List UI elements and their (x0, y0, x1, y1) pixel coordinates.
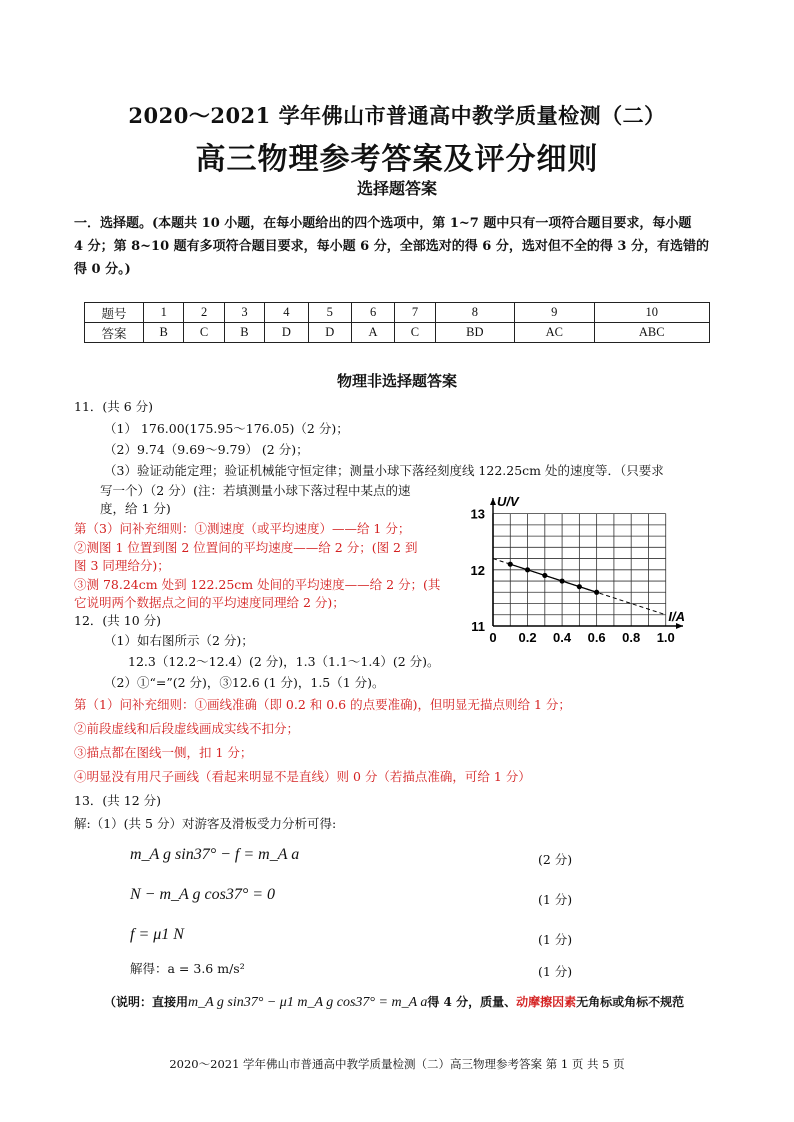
section-nonchoice-heading: 物理非选择题答案 (336, 372, 457, 390)
equation-3: f = μ1 N (130, 926, 184, 943)
table-cell: BD (435, 323, 514, 343)
q12-rubric-line: ②前段虚线和后段虚线画成实线不扣分； (74, 721, 300, 736)
table-cell: B (224, 323, 264, 343)
q11-part2: （2）9.74（9.69～9.79） (2 分)； (104, 442, 309, 457)
row-label-number: 题号 (85, 303, 144, 323)
note-text: 得 4 分，质量、 (427, 995, 517, 1009)
table-cell: 6 (351, 303, 394, 323)
table-cell: D (308, 323, 351, 343)
table-cell: C (395, 323, 435, 343)
note-formula: m_A g sin37° − μ1 m_A g cos37° = m_A a (188, 995, 428, 1010)
equation-3-score: (1 分) (538, 932, 573, 947)
document-title: 高三物理参考答案及评分细则 (195, 142, 599, 177)
table-cell: 2 (184, 303, 224, 323)
equation-4-score: (1 分) (538, 964, 573, 979)
data-point (594, 590, 599, 595)
q11-part3-line1: （3）验证动能定理；验证机械能守恒定律；测量小球下落经刻度线 122.25cm 处的速度等．（只要求 (104, 463, 664, 478)
q11-rubric-line: 图 3 同理给分)； (74, 558, 170, 573)
table-cell: D (265, 323, 308, 343)
row-label-answer: 答案 (85, 323, 144, 343)
q12-part1-values: 12.3（12.2～12.4）(2 分)，1.3（1.1～1.4）(2 分)。 (128, 654, 440, 669)
table-row-numbers (85, 303, 710, 323)
table-cell: 9 (515, 303, 594, 323)
equation-4: 解得：a = 3.6 m/s² (130, 961, 245, 976)
table-cell: 5 (308, 303, 351, 323)
q12-rubric-line: 第（1）问补充细则：①画线准确（即 0.2 和 0.6 的点要准确)，但明显无描点则给 1 分； (74, 697, 571, 712)
x-tick-label: 0.2 (518, 630, 537, 645)
y-tick-label: 11 (471, 619, 485, 634)
q11-part3-line2: 写一个）（2 分）(注：若填测量小球下落过程中某点的速 (100, 483, 411, 498)
answer-table (84, 302, 710, 343)
data-point (542, 573, 547, 578)
table-cell: AC (515, 323, 594, 343)
x-tick-label: 0.6 (587, 630, 606, 645)
equation-2-score: (1 分) (538, 892, 573, 907)
table-cell: B (144, 323, 184, 343)
table-cell: 3 (224, 303, 264, 323)
table-row-answers (85, 323, 710, 343)
table-cell: 4 (265, 303, 308, 323)
q11-rubric-line: 它说明两个数据点之间的平均速度同理给 2 分)； (74, 595, 345, 610)
exam-title: 2020～2021 学年佛山市普通高中教学质量检测（二） (128, 103, 666, 128)
data-point (577, 584, 582, 589)
table-cell: 8 (435, 303, 514, 323)
section-choice-heading: 选择题答案 (356, 179, 437, 198)
choice-instructions (74, 212, 728, 281)
y-tick-label: 13 (470, 506, 485, 522)
ui-chart (455, 490, 705, 650)
q13-note (104, 993, 684, 1012)
equation-1-score: (2 分) (538, 852, 573, 867)
table-cell: A (351, 323, 394, 343)
q12-rubric-line: ③描点都在图线一侧，扣 1 分； (74, 745, 253, 760)
x-tick-label: 0.8 (622, 630, 641, 645)
q12-part2: （2）①“=”(2 分)，③12.6 (1 分)，1.5（1 分)。 (104, 675, 385, 690)
equation-2: N − m_A g cos37° = 0 (130, 886, 276, 903)
table-cell: ABC (594, 323, 709, 343)
q12-part1: （1）如右图所示（2 分)； (104, 633, 254, 648)
table-cell: 7 (395, 303, 435, 323)
table-cell: 10 (594, 303, 709, 323)
note-text: 无角标或角标不规范 (576, 995, 685, 1009)
q11-rubric-line: ②测图 1 位置到图 2 位置间的平均速度——给 2 分；(图 2 到 (74, 540, 418, 555)
q11-heading: 11．(共 6 分) (74, 399, 154, 414)
equation-1: m_A g sin37° − f = m_A a (130, 846, 300, 863)
q13-heading: 13．(共 12 分) (74, 793, 162, 808)
x-tick-label: 0.4 (553, 630, 572, 645)
q12-heading: 12．(共 10 分) (74, 613, 162, 628)
data-point (525, 567, 530, 572)
x-axis-label: I/A (668, 609, 685, 624)
x-tick-label: 0 (489, 630, 497, 645)
x-tick-label: 1.0 (656, 630, 675, 645)
instruction-line: 4 分；第 8~10 题有多项符合题目要求，每小题 6 分，全部选对的得 6 分，选对但不全的得 3 分，有选错的 (74, 239, 709, 254)
fit-line-solid (510, 564, 596, 592)
y-tick-label: 12 (470, 562, 485, 578)
y-axis-label: U/V (497, 494, 519, 509)
q12-rubric-line: ④明显没有用尺子画线（看起来明显不是直线）则 0 分（若描点准确，可给 1 分） (74, 769, 531, 784)
instruction-line: 得 0 分。) (74, 262, 131, 277)
q11-rubric-line: ③测 78.24cm 处到 122.25cm 处间的平均速度——给 2 分；(其 (74, 577, 441, 592)
instruction-line: 一．选择题。(本题共 10 小题，在每小题给出的四个选项中，第 1~7 题中只有一项符合题目要求，每小题 (74, 216, 692, 231)
q11-part3-line3: 度，给 1 分) (100, 501, 171, 516)
note-text: （说明：直接用 (104, 995, 189, 1009)
page-footer: 2020～2021 学年佛山市普通高中教学质量检测（二）高三物理参考答案 第 1 页 共 5 页 (169, 1057, 625, 1071)
table-cell: 1 (144, 303, 184, 323)
y-axis-arrow (490, 498, 496, 505)
q11-part1: （1） 176.00(175.95～176.05)（2 分)； (104, 421, 349, 436)
note-text-red: 动摩擦因素 (516, 995, 577, 1009)
data-point (508, 562, 513, 567)
table-cell: C (184, 323, 224, 343)
q13-intro: 解:（1）(共 5 分）对游客及滑板受力分析可得: (74, 816, 337, 831)
data-point (559, 578, 564, 583)
q11-rubric-line: 第（3）问补充细则：①测速度（或平均速度）——给 1 分； (74, 521, 411, 536)
